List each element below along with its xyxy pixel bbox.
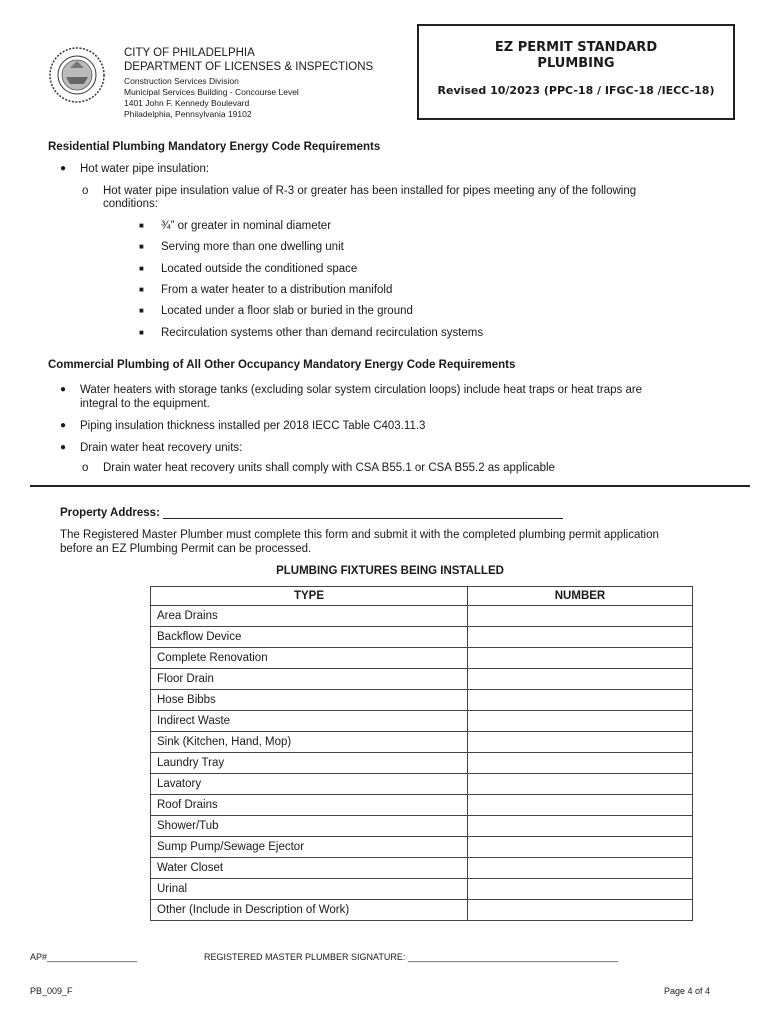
residential-sub-line1: Hot water pipe insulation value of R-3 or greater has been installed for pipes meeting any of the following [103,185,637,197]
fixtures-table-title: PLUMBING FIXTURES BEING INSTALLED [276,565,504,577]
fixture-type: Lavatory [151,774,468,795]
fixture-type: Complete Renovation [151,648,468,669]
fixture-number-field[interactable] [468,858,693,879]
table-row [151,732,693,753]
property-address-field[interactable] [163,506,563,519]
city-name: CITY OF PHILADELPHIA [124,47,255,59]
table-row [151,648,693,669]
condition-item: ¾” or greater in nominal diameter [161,220,332,232]
condition-item: From a water heater to a distribution manifold [161,284,393,296]
signature-label: REGISTERED MASTER PLUMBER SIGNATURE: [204,952,406,962]
square-bullet-icon: ■ [139,285,144,294]
fixture-number-field[interactable] [468,837,693,858]
condition-item: Located outside the conditioned space [161,263,358,275]
bullet-icon: ● [60,442,67,453]
commercial-heading: Commercial Plumbing of All Other Occupancy Mandatory Energy Code Requirements [48,359,516,371]
fixture-number-field[interactable] [468,879,693,900]
department-name: DEPARTMENT OF LICENSES & INSPECTIONS [124,61,374,73]
commercial-bullet1-line2: integral to the equipment. [80,398,210,410]
page-number: Page 4 of 4 [664,986,711,996]
fixture-number-field[interactable] [468,648,693,669]
table-row [151,606,693,627]
commercial-bullet1-line1: Water heaters with storage tanks (excluding solar system circulation loops) include heat traps or heat traps are [80,384,643,396]
building-name: Municipal Services Building - Concourse Level [124,87,299,97]
form-title-box [417,24,735,120]
bullet-icon: ● [60,420,67,431]
commercial-bullet3: Drain water heat recovery units: [80,442,243,454]
form-code: PB_009_F [30,986,73,996]
table-row [151,900,693,921]
table-header-row [151,587,693,606]
form-title-line1: EZ PERMIT STANDARD [494,40,658,55]
hollow-bullet-icon: o [82,185,89,197]
fixture-type: Hose Bibbs [151,690,468,711]
form-title-line2: PLUMBING [537,56,615,71]
fixture-type: Laundry Tray [151,753,468,774]
fixture-number-field[interactable] [468,900,693,921]
square-bullet-icon: ■ [139,306,144,315]
fixture-type: Area Drains [151,606,468,627]
instructions-line2: before an EZ Plumbing Permit can be processed. [60,543,312,555]
fixture-type: Floor Drain [151,669,468,690]
fixture-number-field[interactable] [468,669,693,690]
hollow-bullet-icon: o [82,462,89,474]
square-bullet-icon: ■ [139,221,144,230]
division-name: Construction Services Division [124,76,239,86]
signature-row [204,952,618,962]
table-row [151,837,693,858]
table-row [151,858,693,879]
fixture-type: Sump Pump/Sewage Ejector [151,837,468,858]
fixture-type: Urinal [151,879,468,900]
agency-block [124,46,373,120]
fixture-type: Water Closet [151,858,468,879]
fixture-number-field[interactable] [468,774,693,795]
revision-label: Revised 10/2023 (PPC-18 / IFGC-18 /IECC-18) [437,84,715,97]
table-row [151,774,693,795]
table-row [151,627,693,648]
property-address-label: Property Address: [60,507,160,519]
commercial-bullet3-sub: Drain water heat recovery units shall comply with CSA B55.1 or CSA B55.2 as applicable [103,462,555,474]
city-seal-icon [48,46,106,104]
fixture-number-field[interactable] [468,711,693,732]
table-row [151,879,693,900]
table-row [151,690,693,711]
fixtures-table [150,586,693,921]
property-address-row [60,506,563,519]
fixture-type: Indirect Waste [151,711,468,732]
residential-heading: Residential Plumbing Mandatory Energy Code Requirements [48,141,381,153]
condition-item: Serving more than one dwelling unit [161,241,344,253]
ap-number-row [30,952,137,962]
fixture-number-field[interactable] [468,732,693,753]
type-column-header: TYPE [151,587,468,606]
fixture-number-field[interactable] [468,753,693,774]
table-row [151,753,693,774]
fixture-type: Sink (Kitchen, Hand, Mop) [151,732,468,753]
fixture-type: Backflow Device [151,627,468,648]
instructions-line1: The Registered Master Plumber must complete this form and submit it with the completed plumbing permit application [60,529,659,541]
commercial-bullet2: Piping insulation thickness installed per 2018 IECC Table C403.11.3 [80,420,426,432]
square-bullet-icon: ■ [139,264,144,273]
fixture-type: Shower/Tub [151,816,468,837]
condition-item: Recirculation systems other than demand recirculation systems [161,327,484,339]
table-row [151,816,693,837]
fixture-number-field[interactable] [468,816,693,837]
ap-number-field[interactable]: __________________ [47,952,138,962]
residential-sub-line2: conditions: [103,198,158,210]
bullet-icon: ● [60,384,67,395]
table-row [151,795,693,816]
number-column-header: NUMBER [468,587,693,606]
signature-field[interactable]: __________________________________________ [407,952,619,962]
fixture-number-field[interactable] [468,795,693,816]
table-row [151,711,693,732]
residential-bullet: Hot water pipe insulation: [80,163,210,175]
bullet-icon: ● [60,163,67,174]
fixture-type: Other (Include in Description of Work) [151,900,468,921]
fixture-number-field[interactable] [468,606,693,627]
street-address: 1401 John F. Kennedy Boulevard [124,98,250,108]
city-state-zip: Philadelphia, Pennsylvania 19102 [124,109,252,119]
condition-item: Located under a floor slab or buried in the ground [161,305,413,317]
square-bullet-icon: ■ [139,242,144,251]
fixture-number-field[interactable] [468,627,693,648]
table-row [151,669,693,690]
ap-number-label: AP# [30,952,48,962]
fixture-number-field[interactable] [468,690,693,711]
section-divider [30,485,750,487]
square-bullet-icon: ■ [139,328,144,337]
fixture-type: Roof Drains [151,795,468,816]
